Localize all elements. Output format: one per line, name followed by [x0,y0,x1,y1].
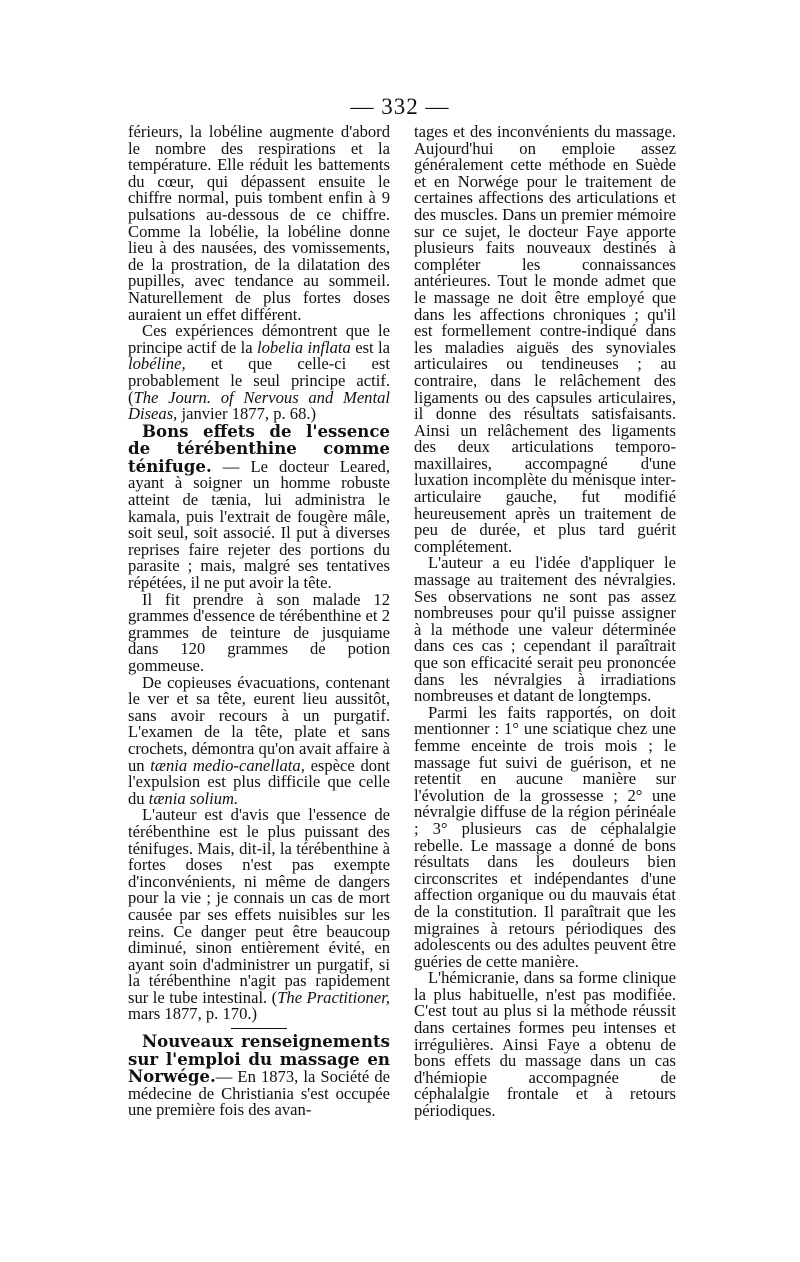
paragraph: L'auteur a eu l'idée d'appliquer le massage au traitement des névralgies. Ses observations ne sont pas assez nombreuses pour qu'il puisse assigner à la méthode une valeur déterminée dans ces cas ; cependant il paraîtrait que son efficacité serait peu prononcée dans les névralgies à irradiations nombreuses et datant de longtemps. [414,553,676,706]
paragraph: férieurs, la lobéline augmente d'abord le nombre des respirations et la température. Elle réduit les battements du cœur, qui dépassent ensuite le chiffre normal, puis tombent enfin à 9 pulsations au-dessous de ce chiffre. Comme la lobélie, la lobéline donne lieu à des nausées, des vomissements, de la prostration, de la dilatation des pupilles, avec tendance au sommeil. Naturellement de plus fortes doses auraient un effet différent. [128,122,390,324]
text-span: est la [355,337,390,357]
citation-source: The Journ. of Nervous and Mental Diseas, [128,387,390,424]
paragraph: L'hémicranie, dans sa forme clinique la plus habituelle, n'est pas modifiée. C'est tout au plus si la méthode réussit dans certaines formes peu intenses et irrégulières. Ainsi Faye a obtenu de bons effets du massage dans un cas d'hémiopie accompagnée de céphalalgie frontale et à retours périodiques. [414,968,676,1121]
text-span: et que celle-ci est probablement le seul principe actif. ( [128,354,390,407]
paragraph [128,1033,390,1119]
italic-term: lobelia inflata [257,337,351,357]
italic-term: tænia medio-canellata, [150,755,305,775]
left-column [128,124,390,1119]
section-heading: Bons effets de l'essence de térébenthine comme ténifuge. [128,420,390,476]
citation-source: The Practitioner, [277,987,390,1007]
italic-term: lobéline, [128,354,186,374]
citation-date: janvier 1877, p. 68.) [181,404,317,424]
text-span: — En 1873, la Société de médecine de Christiania s'est occupée une première fois des avan- [128,1067,390,1120]
paragraph [128,420,391,593]
italic-term: tænia solium. [148,788,239,808]
paragraph [128,807,390,1023]
paragraph: Parmi les faits rapportés, on doit mentionner : 1° une sciatique chez une femme enceinte de trois mois ; le massage fut suivi de guérison, et ne retentit en aucune manière sur l'évolution de la grossesse ; 2° une névralgie diffuse de la région périnéale ; 3° plusieurs cas de céphalalgie rebelle. Le massage a donné de bons résultats dans les douleurs bien circonscrites et indépendantes d'une affection organique ou du mauvais état de la constitution. Il paraîtrait que les migraines à retours périodiques des adolescents ou des adultes peuvent être guéries de cette manière. [414,702,676,971]
paragraph: tages et des inconvénients du massage. Aujourd'hui on emploie assez généralement cette méthode en Suède et en Norwége pour le traitement de certaines affections des articulations et des muscles. Dans un premier mémoire sur ce sujet, le docteur Faye apporte plusieurs faits nouveaux destinés à compléter les connaissances antérieures. Tout le monde admet que le massage ne doit être employé que dans les affections chroniques ; qu'il est formellement contre-indiqué dans les maladies aiguës des synoviales articulaires ou tendineuses ; au contraire, dans le relâchement des ligaments ou des capsules articulaires, il donne des résultats satisfaisants. Ainsi un relâchement des ligaments des deux articulations temporo-maxillaires, accompagné d'une luxation incomplète du ménisque inter-articulaire gauche, fut modifié heureusement après un traitement de peu de durée, et plus tard guérit complétement. [414,122,676,556]
right-column [414,124,676,1120]
citation-date: mars 1877, p. 170.) [128,1004,258,1024]
paragraph [128,323,390,423]
text-span: espèce dont l'expulsion est plus difficile que celle du [128,755,390,808]
page-number: — 332 — [350,94,450,119]
section-heading: Nouveaux renseignements sur l'emploi du massage en Norwége. [128,1031,390,1087]
paragraph: Il fit prendre à son malade 12 grammes d'essence de térébenthine et 2 grammes de teinture de jusquiame dans 120 grammes de potion gommeuse. [128,589,390,675]
text-span: — Le docteur Leared, ayant à soigner un homme robuste atteint de tænia, lui administra le kamala, puis l'extrait de fougère mâle, soit seul, soit associé. Il put à diverses reprises faire rejeter des portions du parasite ; mais, malgré ses tentatives répétées, il ne put avoir la tête. [128,456,391,593]
text-span: De copieuses évacuations, contenant le ver et sa tête, eurent lieu aussitôt, sans avoir recours à un purgatif. L'examen de la tête, plate et sans crochets, démontra qu'on avait affaire à un [128,672,390,775]
paragraph [128,672,390,808]
text-span: Ces expériences démontrent que le principe actif de la [128,321,390,357]
section-divider [231,1028,287,1029]
text-span: L'auteur est d'avis que l'essence de térébenthine est le plus puissant des ténifuges. Mais, dit-il, la térébenthine à fortes doses n'est pas exempte d'inconvénients, ni même de dangers pour la vie ; je connais un cas de mort causée par ses effets nuisibles sur les reins. Ce danger peut être beaucoup diminué, sinon entièrement évité, en ayant soin d'administrer un purgatif, si la térébenthine n'agit pas rapidement sur le tube intestinal. ( [128,805,390,1007]
